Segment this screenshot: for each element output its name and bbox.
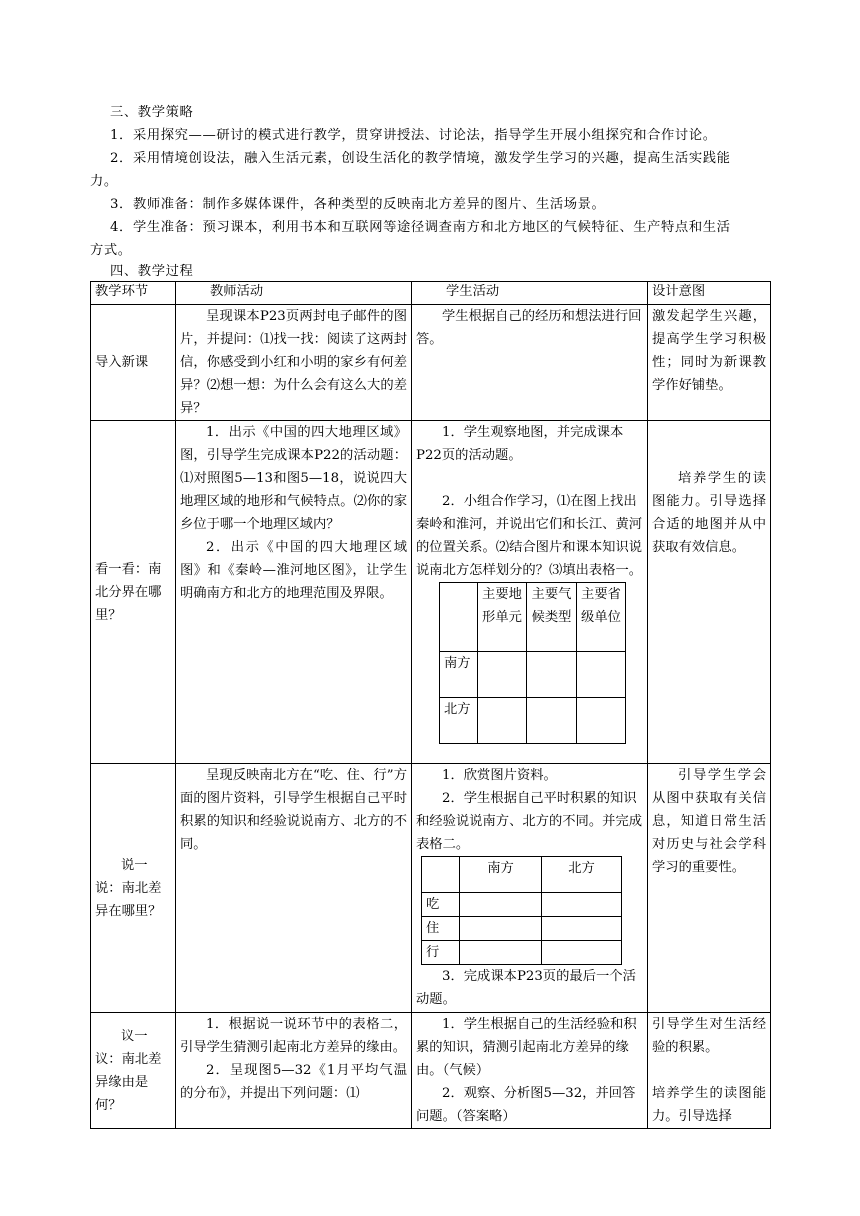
teacher-activity-cell xyxy=(176,1013,412,1129)
table-one-row-label: 北方 xyxy=(440,698,478,744)
table-two-header: 北方 xyxy=(542,857,622,893)
student-activity-text: 3．完成课本P23页的最后一个活动题。 xyxy=(416,969,636,1007)
teacher-activity-text: 呈现反映南北方在“吃、住、行”方面的图片资料，引导学生根据自己平时积累的知识和经验说说南方、北方的不同。 xyxy=(180,768,407,852)
table-two xyxy=(421,856,622,965)
table-two-cell xyxy=(542,917,622,941)
strategy-item-2: 2．采用情境创设法，融入生活元素，创设生活化的教学情境，激发学生学习的兴趣，提高生活实践能 xyxy=(110,151,731,166)
teacher-activity-text: 1．出示《中国的四大地理区域》图，引导学生完成课本P22的活动题：⑴对照图5—13和图5—18，说说四大地理区域的地形和气候特点。⑵你的家乡位于哪一个地理区域内？ xyxy=(180,425,407,532)
table-one-row-label: 南方 xyxy=(440,652,478,698)
student-activity-text: 1．学生观察地图，并完成课本P22页的活动题。 xyxy=(416,425,624,463)
table-one-cell xyxy=(478,698,527,744)
table-one-cell xyxy=(577,698,626,744)
teacher-activity-cell xyxy=(176,305,412,421)
strategy-item-1: 1．采用探究——研讨的模式进行教学，贯穿讲授法、讨论法，指导学生开展小组探究和合作讨论。 xyxy=(110,128,717,143)
table-two-cell xyxy=(460,893,542,917)
table-two-cell xyxy=(542,941,622,965)
strategy-heading: 三、教学策略 xyxy=(110,105,194,120)
table-one-cell xyxy=(577,652,626,698)
student-activity-text: 学生根据自己的经历和想法进行回答。 xyxy=(416,309,642,347)
process-table xyxy=(90,281,771,1129)
design-intent-text: 培养学生的读图能力。引导选择合适的地图并从中获取有效信息。 xyxy=(652,471,766,555)
table-two-row-label: 住 xyxy=(422,917,460,941)
teacher-activity-cell xyxy=(176,421,412,764)
stage-cell xyxy=(91,1013,176,1129)
column-header-intent: 设计意图 xyxy=(648,282,771,305)
student-activity-cell xyxy=(412,764,648,1013)
strategy-item-4-cont: 方式。 xyxy=(90,243,132,258)
table-two-corner xyxy=(422,857,460,893)
stage-text: 说一说：南北差异在哪里？ xyxy=(95,857,162,919)
design-intent-cell xyxy=(648,764,771,1013)
column-header-teacher: 教师活动 xyxy=(176,282,412,305)
student-activity-text: 2．小组合作学习，⑴在图上找出秦岭和淮河，并说出它们和长江、黄河的位置关系。⑵结合图片和课本知识说说南北方怎样划分的？⑶填出表格一。 xyxy=(416,494,643,578)
table-two-row-label: 吃 xyxy=(422,893,460,917)
teacher-activity-text: 2．呈现图5—32《1月平均气温的分布》，并提出下列问题：⑴ xyxy=(180,1063,407,1101)
table-one-corner xyxy=(440,583,478,652)
teacher-activity-cell xyxy=(176,764,412,1013)
design-intent-cell: 激发起学生兴趣，提高学生学习积极性；同时为新课教学作好铺垫。 xyxy=(648,305,771,421)
strategy-item-2-cont: 力。 xyxy=(90,174,118,189)
table-row xyxy=(91,1013,771,1129)
design-intent-text: 引导学生对生活经验的积累。 xyxy=(652,1017,766,1055)
student-activity-cell xyxy=(412,305,648,421)
table-two-row-label: 行 xyxy=(422,941,460,965)
table-one-header: 主要气候类型 xyxy=(527,583,577,652)
process-heading: 四、教学过程 xyxy=(110,264,194,279)
teacher-activity-text: 呈现课本P23页两封电子邮件的图片，并提问：⑴找一找：阅读了这两封信，你感受到小红和小明的家乡有何差异？⑵想一想：为什么会有这么大的差异？ xyxy=(180,309,407,416)
table-one-header: 主要省级单位 xyxy=(577,583,626,652)
table-one xyxy=(439,582,626,744)
teacher-activity-text: 2．出示《中国的四大地理区域图》和《秦岭—淮河地区图》，让学生明确南方和北方的地理范围及界限。 xyxy=(180,540,407,601)
teacher-activity-text: 1．根据说一说环节中的表格二，引导学生猜测引起南北方差异的缘由。 xyxy=(180,1017,407,1055)
stage-cell: 看一看：南北分界在哪里？ xyxy=(91,421,176,764)
student-activity-text: 2．学生根据自己平时积累的知识和经验说说南方、北方的不同。并完成表格二。 xyxy=(416,791,643,852)
student-activity-text: 1．学生根据自己的生活经验和积累的知识，猜测引起南北方差异的缘由。（气候） xyxy=(416,1017,637,1078)
table-row xyxy=(91,305,771,421)
table-two-cell xyxy=(460,941,542,965)
table-row xyxy=(91,764,771,1013)
design-intent-text: 引导学生学会从图中获取有关信息，知道日常生活对历史与社会学科学习的重要性。 xyxy=(652,768,766,875)
design-intent-cell xyxy=(648,1013,771,1129)
stage-cell: 导入新课 xyxy=(91,305,176,421)
design-intent-text: 培养学生的读图能力。引导选择 xyxy=(652,1086,766,1124)
student-activity-cell xyxy=(412,1013,648,1129)
stage-text: 议一议：南北差异缘由是何？ xyxy=(95,1028,162,1113)
student-activity-cell xyxy=(412,421,648,764)
column-header-stage: 教学环节 xyxy=(91,282,176,305)
table-one-cell xyxy=(478,652,527,698)
student-activity-text: 1．欣赏图片资料。 xyxy=(442,768,557,783)
column-header-student: 学生活动 xyxy=(412,282,648,305)
stage-cell xyxy=(91,764,176,1013)
strategy-item-4: 4．学生准备：预习课本，利用书本和互联网等途径调查南方和北方地区的气候特征、生产特点和生活 xyxy=(110,220,731,235)
table-two-cell xyxy=(460,917,542,941)
table-two-header: 南方 xyxy=(460,857,542,893)
table-row xyxy=(91,421,771,764)
table-one-header: 主要地形单元 xyxy=(478,583,527,652)
table-one-cell xyxy=(527,652,577,698)
strategy-item-3: 3．教师准备：制作多媒体课件，各种类型的反映南北方差异的图片、生活场景。 xyxy=(110,197,606,212)
table-two-cell xyxy=(542,893,622,917)
student-activity-text: 2．观察、分析图5—32，并回答问题。（答案略） xyxy=(416,1086,636,1124)
table-one-cell xyxy=(527,698,577,744)
design-intent-cell xyxy=(648,421,771,764)
table-header-row xyxy=(91,282,771,305)
